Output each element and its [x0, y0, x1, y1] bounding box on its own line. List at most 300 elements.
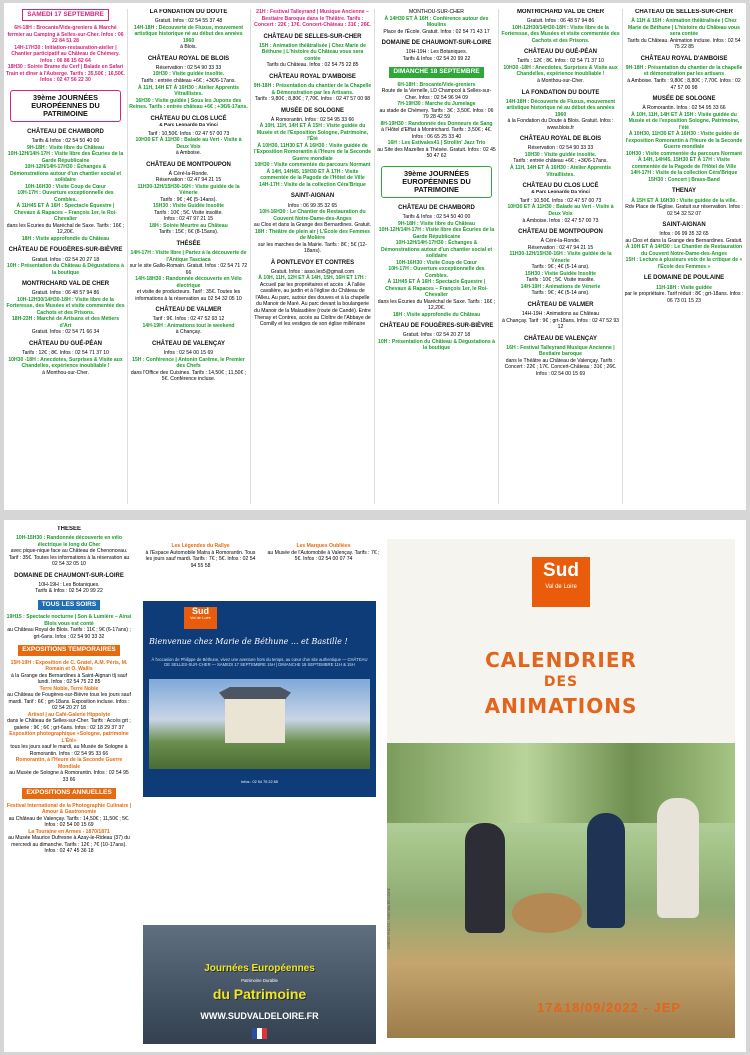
event-item: Exposition photographique «Sologne, patrimoine L'Été»	[9, 731, 129, 744]
event-item: 14H-17H : Visite de la collection Céra'Brique	[630, 170, 738, 177]
venue-name: CHÂTEAU DE CHAMBORD	[27, 129, 104, 135]
venue-title	[501, 229, 620, 236]
venue-title	[129, 56, 248, 63]
venue-block	[501, 302, 620, 331]
venue-name: LA FONDATION DU DOUTE	[149, 9, 228, 15]
event-details: Tarifs : entrée château +6€ ; +3€/6-17ans.	[141, 77, 236, 84]
event-item: 10H30 -18H : Anecdotes, Surprises & Visite aux Chandelles, expérience inoubliable !	[503, 64, 618, 78]
event-item: 15H-19H : Exposition de C. Gratel, A.M. Péris, M. Romain et O. Wallis	[10, 659, 128, 673]
event-details: à Amboise.	[175, 150, 202, 157]
venue-title	[253, 108, 372, 115]
event-item: 11H30-12H/15H30-16H : Visite guidée de la Vénerie	[137, 183, 240, 197]
expo-title: Les Légendes du Rallye	[171, 543, 230, 549]
expositions-annuelles-header: EXPOSITIONS ANNUELLES	[22, 788, 115, 798]
venue-block	[129, 56, 248, 111]
event-details: Réservation : 02 54 90 33 33	[527, 145, 594, 152]
venue-title	[6, 573, 132, 580]
event-details: à Amboise. Infos : 02 47 57 00 73	[522, 217, 599, 224]
event-item: À 14H, 14H45, 15H30 ET À 17H : Visite commentée de la Pagode de l'Hôtel de Ville	[260, 168, 365, 182]
venue-title	[624, 222, 744, 229]
event-details: au Château de Valençay. Tarifs : 14,50€ ; 11,50€ ; 5€. Infos : 02 54 00 15 69	[8, 815, 130, 829]
venue-block	[501, 229, 620, 297]
event-item: 10H30 : Visite commentée du parcours Normant	[626, 150, 742, 157]
flyer-text: À l'occasion de Philippe de Béthune, vivez une aventure hors du temps, au cœur d'un site authentique — CHÂTEAU DE SELLES-SUR-CHER — SAMEDI 17 SEPTEMBRE 15H | DIMANCHE 18 SEPTEMBRE 11H & 15H	[151, 657, 368, 667]
event-details: Gratuit. Infos : 02 54 20 27 18	[402, 332, 471, 339]
event-item: 10H-12H30/14H30-18H : Visite libre de la Forteresse, des Musées et visite commentée des Cachots et des Prisons.	[501, 24, 620, 44]
venue-title	[501, 136, 620, 143]
event-details: Réservation : 02 47 94 21 15	[155, 177, 222, 184]
event-item: 18H30 : Soirée Brame du Cerf | Balade en Safari Train et dîner à l'Auberge. Tarifs : 35,50€ ; 16,50€. Infos : 02 47 56 22 30	[6, 64, 125, 84]
venue-block	[6, 526, 132, 568]
venue-title	[129, 162, 248, 169]
event-item: 11H30-12H/15H30-16H : Visite guidée de la Vénerie	[509, 251, 612, 264]
event-details: tous les jours sauf le mardi, au Musée de Sologne à Romorantin. Infos : 02 54 95 33 66	[10, 744, 128, 757]
venue-name: CHÂTEAU DE SELLES-SUR-CHER	[634, 9, 733, 15]
event-details: MONTHOU-SUR-CHER	[409, 9, 464, 15]
event-details: à l'Hôtel d'Effiat à Montrichard. Tarifs : 3,50€ ; 4€. Infos : 06 65 25 33 40	[381, 127, 492, 140]
event-item: 10H-17H : Ouverture exceptionnelle des Combles.	[388, 266, 485, 279]
column-3	[253, 9, 372, 333]
event-details: sur le site Gallo-Romain. Gratuit. Infos : 02 54 71 72 66	[129, 263, 248, 276]
venue-title	[624, 275, 744, 282]
event-details: 10H-19H : Les Botaniques.	[405, 49, 468, 56]
venue-block	[6, 573, 132, 595]
event-details: au Musée de Sologne à Romorantin. Infos : 02 54 95 33 66	[9, 770, 129, 783]
event-item: À 10H, 11H, 12H ET À 14H, 15H, 16H ET 17H :	[258, 275, 367, 282]
event-details: Tarifs du Château. Infos : 02 54 75 22 85	[266, 62, 359, 69]
venue-name: SAINT-AIGNAN	[290, 193, 335, 200]
event-details: au Château Royal de Blois. Tarifs : 11€ ; 9€ (6-17ans) ; grt-6ans. Infos : 02 54 90 33 32	[7, 627, 131, 640]
venue-block	[6, 247, 125, 276]
republique-flag-icon	[252, 1028, 267, 1039]
column-marques	[266, 543, 381, 563]
event-item: À 11H, 14H ET À 16H30 : Atelier Apprentis Vitraillistes.	[510, 165, 611, 178]
event-details: Infos : 02 47 97 21 15	[163, 216, 214, 223]
event-details: Place de l'École. Gratuit. Infos : 02 54 71 43 17	[383, 28, 490, 35]
expo-details: au Musée de l'Automobile à Valençay. Tarifs : 7€ ; 5€. Infos : 02 54 00 07 74	[267, 549, 380, 563]
expo-details: à l'Espace Automobile Matra à Romorantin. Tous les jours sauf mardi. Tarifs : 7€ ; 5€. Infos : 02 54 94 55 58	[145, 549, 256, 569]
expositions-temporaires-header: EXPOSITIONS TEMPORAIRES	[18, 645, 120, 655]
venue-name: CHÂTEAU DU CLOS LUCÉ	[150, 115, 227, 122]
event-item: 10H-12H/14H-17H30 : Échanges & Démonstrations autour d'un chantier social et solidaire	[9, 164, 122, 184]
program-page-2	[4, 520, 746, 1052]
event-details: Tarifs & Infos : 02 54 20 99 22	[402, 55, 471, 62]
venue-block	[624, 96, 744, 183]
cover-photo	[387, 743, 735, 1038]
event-details: Tarifs du Château. Animation incluse. Infos : 02 54 75 22 85	[627, 37, 741, 51]
event-item: Terre Noble, Terre Noble	[39, 685, 99, 692]
venue-name: CHÂTEAU ROYAL D'AMBOISE	[640, 55, 728, 62]
event-item: 21H : Festival Talleyrand | Musique Ancienne – Bestiaire Baroque dans le Théâtre. Tarifs : Concert : 22€ ; 17€. Concert-Château : 31€ ; 26€.	[254, 9, 371, 29]
venue-name: À PONTLEVOY ET CONTRES	[270, 259, 355, 266]
event-item: 14H-19H : Animations tout le weekend	[142, 322, 235, 329]
event-details: Route de la Vernelle, LD Champcol à Selles-sur-Cher. Infos : 02 54 96 94 09	[381, 88, 492, 101]
venue-name: CHÂTEAU DE CHAMBORD	[398, 204, 475, 211]
event-details: au Site des Mazelles à Thésée. Gratuit. Infos : 02 45 50 47 62	[377, 146, 496, 160]
flyer-bottom: Infos : 02 54 75 22 85	[241, 780, 278, 784]
event-item: 15H30 : Concert | Brass-Band	[648, 176, 720, 183]
event-item: 14H-18H30 : Randonnée découverte en Vélo électrique	[135, 276, 242, 289]
venue-name: CHÂTEAU DE VALMER	[527, 301, 594, 308]
event-item: 15H : Animation théâtralisée | Chez Marie de Béthune | L'histoire du Château vous sera contée	[259, 42, 366, 62]
event-details: avec pique-nique face au Château de Chenonceau. Tarif : 35€. Toutes les informations à la réservation au 02 54 32 05 10	[8, 548, 130, 568]
program-page-1	[4, 3, 746, 510]
venue-name: CHÂTEAU DE FOUGÈRES-SUR-BIÈVRE	[8, 247, 123, 254]
venue-title	[253, 193, 372, 200]
venue-block	[501, 9, 620, 44]
venue-name: CHÂTEAU DU GUÉ-PÉAN	[28, 340, 102, 347]
venue-block	[501, 49, 620, 84]
venue-name: THENAY	[671, 188, 697, 195]
event-details: dans les Écuries du Maréchal de Saxe. Tarifs : 16€ ; 12,20€.	[377, 298, 496, 312]
photo-credit: CRÉDIT PHOTO : SUD VAL DE LOIRE	[387, 887, 391, 949]
column-5	[501, 9, 620, 382]
venue-block	[253, 260, 372, 328]
jep-banner-line3: du Patrimoine	[212, 986, 307, 1002]
event-details: Gratuit. Infos : 02 54 71 66 34	[31, 329, 100, 336]
jep-header-sunday: 39ème JOURNÉES EUROPÉENNES DU PATRIMOINE	[381, 166, 492, 198]
venue-name: CHÂTEAU DE MONTPOUPON	[146, 161, 231, 168]
event-details: Tarifs : 9€ ; 4€ (5-14 ans).	[531, 290, 590, 297]
venue-block	[129, 9, 248, 51]
event-details: Tarif : 10,50€. Infos : 02 47 57 00 73	[519, 197, 602, 204]
venue-name: THÉSÉE	[176, 240, 201, 247]
event-item: Artisol | au Café-Galerie Hippolyte	[27, 711, 111, 718]
event-item: 10H-17H : Ouverture exceptionnelle des Combles.	[17, 190, 114, 203]
event-item: 16H30 : Visite guidée | Sous les Jupons des Reines. Tarifs : entrée château +6€ ; +3€/6-17ans.	[129, 97, 248, 111]
event-item: 18H-23H : Marché de Artisans et des Métiers d'Art	[11, 316, 120, 329]
venue-title	[501, 336, 620, 343]
event-item: À 14H30 ET À 16H : Conférence autour des Moulins	[384, 15, 489, 29]
event-details: À Romorantin. Infos : 02 54 95 33 66	[642, 105, 726, 112]
event-item: 10H30 ET À 11H30 : Balade au Vert - Visite à Deux Voix	[135, 137, 242, 150]
event-item: À 10H30, 11H30 ET À 16H30 : Visite guidée de l'Exposition Romorantin à l'Heure de la Seconde Guerre mondiale	[253, 142, 372, 162]
event-item: Festival International de la Photographie Culinaire | Amour & Gastronomie	[6, 802, 132, 816]
event-item: À 11H45 ET À 16H : Spectacle Équestre | Chevaux & Rapaces – François 1er, le Roi-Chevalier	[385, 279, 488, 299]
venue-title	[501, 183, 620, 196]
jep-banner	[143, 925, 376, 1044]
event-item: 10H-12H/14H-17H : Visite libre des Écuries de la Garde Républicaine	[7, 151, 124, 164]
venue-name: CHÂTEAU ROYAL DE BLOIS	[147, 55, 230, 62]
event-item: 10H30 -18H : Anecdotes, Surprises & Visite aux Chandelles, expérience inoubliable !	[8, 356, 123, 370]
venue-title	[501, 302, 620, 309]
event-details: Tarifs : entrée château +6€ ; +3€/6-17ans.	[513, 158, 608, 165]
event-item: 15H30 : Visite Guidée Insolite	[153, 203, 224, 210]
venue-name: MONTRICHARD VAL DE CHER	[516, 9, 605, 15]
event-item: 10H-12H/14H-17H : Visite libre des Écuries de la Garde Républicaine	[378, 227, 495, 240]
venue-title	[6, 247, 125, 254]
venue-title	[501, 90, 620, 97]
event-item: 8H-19H30 : Randonnée des Donneurs de Sang	[380, 120, 493, 127]
venue-title	[129, 307, 248, 314]
venue-block	[377, 205, 496, 318]
event-item: 10H-15H30 : Randonnée découverte en vélo électrique le long du Cher	[16, 535, 122, 548]
event-item: 6H-18H : Brocante/Vide-greniers & Marché fermier au Camping à Selles-sur-Cher. Infos : 06 22 84 51 28	[7, 25, 124, 45]
column-6	[624, 9, 744, 309]
column-2	[129, 9, 248, 388]
event-item: 10H-12H/14H-17H30 : Échanges & Démonstrations autour d'un chantier social et solidaire	[380, 240, 493, 260]
venue-block	[501, 136, 620, 178]
event-item: 10H-12H30/14H30-18H : Visite libre de la Forteresse, des Musées et visite commentée des Cachots et des Prisons.	[6, 296, 125, 316]
venue-block	[6, 281, 125, 336]
venue-subtitle: & Parc Leonardo Da Vinci	[531, 190, 590, 196]
venue-name: CHÂTEAU ROYAL D'AMBOISE	[269, 73, 356, 80]
event-details: au Musée Maurice Dufresne à Azay-le-Rideau (37) du mercredi au dimanche. Tarifs : 12€ ; 7€ (10-17ans). Infos : 02 47 45 36 18	[8, 835, 130, 855]
event-details: Réservation : 02 47 94 21 15	[527, 244, 594, 251]
event-details: dans l'Office des Cuisines. Tarifs : 14,50€ ; 11,50€ ; 5€. Conférence incluse.	[130, 369, 247, 383]
event-item: 9H-18H : Visite libre du Château	[27, 144, 104, 151]
event-details: À Céré-la-Ronde.	[540, 238, 581, 245]
event-item: 14H-18H : Découverte de Fluxus, mouvement artistique historique né au début des années 1960	[505, 98, 616, 118]
event-details: Gratuit. Infos : asso.les5@gmail.com	[270, 268, 355, 275]
venue-title	[253, 260, 372, 267]
event-item: 6H-18H : Brocante/Vide-greniers	[397, 81, 476, 88]
venue-block	[624, 56, 744, 91]
event-item: 10H30 : Visite commentée du parcours Normant	[254, 162, 371, 169]
column-4	[377, 9, 496, 357]
selles-sur-cher-flyer	[143, 601, 376, 797]
venue-name: CHÂTEAU DE FOUGÈRES-SUR-BIÈVRE	[379, 323, 494, 330]
event-details: Tarifs & Infos : 02 54 50 40 00	[31, 138, 100, 145]
event-item: 14H-19H : Animations de Vénerie	[520, 283, 601, 290]
column-left	[6, 526, 132, 860]
venue-block	[129, 162, 248, 236]
event-details: Gratuit. Infos : 02 54 20 27 18	[31, 256, 100, 263]
event-item: À 15H ET À 16H30 : Visite guidée de la ville.	[631, 197, 737, 204]
venue-block	[624, 222, 744, 270]
venue-title	[253, 34, 372, 41]
event-item: 10H : Présentation du Château & Dégustations à la boutique	[7, 263, 124, 276]
event-item: 10H30 : Visite guidée insolite.	[152, 71, 225, 78]
event-details: au Clos et dans la Grange des Bernardines. Gratuit.	[253, 222, 372, 229]
event-details: Tarif : 10,50€. Infos : 02 47 57 00 73	[147, 130, 230, 137]
venue-title	[6, 129, 125, 136]
event-item: À 11H, 14H ET À 16H30 : Atelier Apprentis Vitraillistes.	[138, 84, 239, 98]
venue-block	[624, 9, 744, 51]
event-details: Tarifs : 15€ ; 6€ (8-15ans).	[158, 229, 219, 236]
event-item: 15H : Conférence | Antonin Carême, le Premier des Chefs	[132, 356, 245, 370]
venue-title	[6, 526, 132, 533]
event-details: Tarifs : 12€ ; 8€. Infos : 02 54 71 37 10	[22, 350, 109, 357]
venue-title	[6, 281, 125, 288]
event-item: 10H-16H30 : Le Chantier de Restauration du Couvent Notre-Dame-des-Anges	[259, 209, 366, 222]
venue-title	[624, 188, 744, 195]
venue-title	[501, 9, 620, 16]
event-item: À 10H, 11H, 14H ET À 15H : Visite guidée du Musée et de l'exposition Sologne, Patrimoine, l'été	[628, 111, 740, 131]
event-details: Accueil par les propriétaires et accès : À l'allée cavalière, au jardin et à l'église du Château de l'Alleu. Au parc, autour des douves et à la chapelle du Manoir de Maré. Au parc devant la boulangerie du Manoir de la Malaudière (route de Candé). Entre Thenay et Contres, accès au Cloître de l'Abbaye de Cornilly et les vestiges de son église millénaire	[254, 281, 371, 328]
venue-block	[253, 74, 372, 103]
jep-header: 39ème JOURNÉES EUROPÉENNES DU PATRIMOINE	[10, 90, 121, 122]
venue-block	[6, 129, 125, 242]
flyer-title: Bienvenue chez Marie de Béthune ... et Bastille !	[149, 637, 348, 646]
event-details: Tarifs : 10€ ; 5€. Visite insolite.	[526, 277, 595, 284]
event-item: 14H-17H30 : Initiation-restauration-atelier | Chantier participatif au Château de Chémery. Infos : 06 88 15 62 64	[11, 44, 120, 64]
venue-name: CHÂTEAU ROYAL DE BLOIS	[519, 136, 602, 143]
event-details: 14H-19H : Animations au Château	[521, 311, 600, 318]
event-details: À Romorantin. Infos : 02 54 95 33 66	[270, 116, 355, 123]
event-item: À 10H ET À 14H30 : Le Chantier de Restauration du Couvent Notre-Dame-des-Anges	[625, 244, 743, 257]
venue-title	[377, 40, 496, 47]
venue-title	[377, 205, 496, 212]
event-details: Rdv Place de l'Église. Gratuit sur réservation. Infos : 02 54 32 52 07	[625, 204, 743, 217]
column-1	[6, 9, 125, 381]
event-details: À Céré-la-Ronde.	[168, 170, 209, 177]
event-details: Tarifs : 9,80€ ; 8,80€ ; 7,70€. Infos : 02 47 57 00 98	[254, 96, 371, 103]
venue-block	[377, 40, 496, 62]
jep-banner-line1: Journées Européennes	[204, 963, 315, 974]
venue-name: SAINT-AIGNAN	[662, 222, 706, 229]
event-item: 18H : Soirée Meurtre au Château	[149, 222, 228, 229]
event-item: 10H30 ET À 11H30 : Balade au Vert - Visite à Deux Voix	[507, 204, 614, 217]
venue-name: THÉSÉE	[56, 526, 81, 532]
venue-block	[624, 188, 744, 217]
event-details: Tarif : 9€. Infos : 02 47 52 93 12	[152, 316, 225, 323]
venue-title	[253, 74, 372, 81]
event-item: 18H : Théâtre de plein air | L'École des Femmes de Molière	[254, 228, 371, 242]
event-details: à Blois.	[180, 44, 197, 51]
tous-les-soirs-header: TOUS LES SOIRS	[38, 600, 100, 610]
event-details: Infos : 02 54 00 15 69	[163, 350, 214, 357]
event-item: 16H : Festival Talleyrand Musique Ancienne | Bestiaire baroque	[506, 344, 615, 358]
venue-title	[501, 49, 620, 56]
event-details: 10H-19H : Les Botaniques.	[38, 581, 100, 588]
venue-name: CHÂTEAU DE VALENÇAY	[151, 340, 225, 347]
event-details: Tarifs & Infos : 02 54 20 99 22	[35, 588, 103, 595]
venue-name: CHÂTEAU DE VALMER	[155, 307, 222, 314]
venue-name: LA FONDATION DU DOUTE	[521, 89, 600, 96]
event-item: 14H-18H : Découverte de Fluxus, mouvement artistique historique né au début des années 1960	[133, 24, 244, 44]
website-url: WWW.SUDVALDELOIRE.FR	[200, 1011, 319, 1021]
venue-name: CHÂTEAU DE MONTPOUPON	[518, 229, 603, 236]
event-details: à Amboise. Tarifs : 9,80€ ; 8,80€ ; 7,70€. Infos : 02 47 57 00 98	[627, 77, 741, 91]
sud-logo: Sud Val de Loire	[184, 607, 217, 629]
venue-name: LE DOMAINE DE POULAINE	[643, 275, 725, 282]
event-item: La Touraine en Armes - 1870/1871	[28, 828, 110, 835]
event-item: 15H30 : Visite Guidée Insolite	[525, 270, 596, 277]
event-item: 10H-16H30 : Visite Coup de Cœur	[396, 259, 477, 266]
event-details: à la Grange des Bernardines à Saint-Aignan tlj sauf lundi. Infos : 02 54 75 22 85	[10, 672, 128, 686]
jep-banner-line2: Patrimoine Durable	[241, 978, 278, 983]
event-item: À 10H, 11H, 14H ET À 15H : Visite guidée du Musée et de l'Exposition Sologne, Patrimoine, l'Été	[256, 123, 369, 143]
event-item: 18H : Visite approfondie du Château	[392, 311, 481, 318]
event-details: Gratuit. Infos : 06 48 57 94 86	[526, 18, 595, 25]
day-header-sunday: DIMANCHE 18 SEPTEMBRE	[389, 67, 483, 77]
event-details: et visite de producteurs. Tarif : 35€. Toutes les informations à la réservation au 02 54 32 05 10	[135, 289, 242, 302]
cover-page	[387, 539, 735, 1038]
event-details: Réservation : 02 54 90 33 33	[155, 64, 222, 71]
cover-title-animations: ANIMATIONS	[484, 694, 638, 718]
day-header-saturday: SAMEDI 17 SEPTEMBRE	[22, 9, 109, 21]
venue-block	[377, 323, 496, 352]
event-item: 11H-18H : Visite guidée	[656, 284, 712, 291]
event-details: dans le Château de Selles-sur-Cher. Tarifs : Accès grt ; galerie : 9€ ; 6€ ; grt-6ans. Infos : 02 18 29 37 37	[7, 718, 131, 731]
event-item: À 14H, 14H45, 15H30 ET À 17H : Visite commentée de la Pagode de l'Hôtel de Ville	[631, 157, 737, 170]
venue-name: CHÂTEAU DE SELLES-SUR-CHER	[263, 33, 362, 40]
event-details: Gratuit. Infos : 06 48 57 94 86	[31, 290, 100, 297]
event-item: À 11H & 15H : Animation théâtralisée | Chez Marie de Béthune | L'histoire du Château vous sera contée	[628, 18, 740, 38]
venue-name: MONTRICHARD VAL DE CHER	[21, 281, 110, 288]
event-details: à Monthou-sur-Cher.	[537, 77, 584, 84]
venue-name: CHÂTEAU DU CLOS LUCÉ	[522, 183, 599, 190]
event-item: 16H : Les Estivales41 | Strollin' Jazz Trio	[387, 140, 486, 147]
expo-title: Les Marques Oubliées	[296, 543, 351, 549]
venue-title	[624, 96, 744, 103]
event-item: 9H-18H : Présentation du chantier de la chapelle et démonstration par les artisans	[625, 64, 743, 78]
event-details: au Château de Fougères-sur-Bièvre tous les jours sauf mardi. Tarif : 6€ ; grt-18ans. Exposition incluse. Infos : 02 54 20 27 18	[7, 692, 131, 712]
venue-subtitle: & Parc Leonardo Da Vinci	[159, 122, 218, 128]
venue-title	[129, 116, 248, 129]
event-details: Infos : 06 99 35 32 65	[287, 202, 338, 209]
event-item: 14H-17H : Visite de la collection Céra'Brique	[259, 181, 366, 188]
event-item: 10H-16H30 : Visite Coup de Cœur	[25, 183, 106, 190]
cover-title-calendrier: CALENDRIER	[485, 648, 637, 672]
event-item: 19H15 : Spectacle nocturne | Son & Lumière – Ainsi Blois vous est conté	[6, 614, 132, 627]
event-item: Romorantin, à l'Heure de la Seconde Guerre Mondiale	[15, 757, 123, 770]
event-item: 14H-17H : Visite libre | Partez à la découverte de l'Antique Tasciaca	[130, 250, 247, 263]
venue-name: DOMAINE DE CHAUMONT-SUR-LOIRE	[381, 40, 492, 47]
event-details: Tarifs : 9€ ; 4€ (5-14 ans).	[531, 264, 590, 271]
event-details: Infos : 06 99 35 32 65	[659, 231, 709, 238]
event-details: Tarifs & Infos : 02 54 50 40 00	[402, 214, 471, 221]
event-item: À 10H30, 11H30 ET À 16H30 : Visite guidée de l'exposition Romorantin à l'Heure de la Seconde Guerre mondiale	[625, 131, 743, 151]
cover-title-des: DES	[543, 674, 579, 690]
venue-block	[253, 193, 372, 254]
event-details: Tarifs : 10€ ; 5€. Visite insolite.	[154, 209, 223, 216]
sud-val-de-loire-logo: Sud Val de Loire	[532, 557, 590, 607]
event-details: Tarifs : 9€ ; 4€ (5-14ans).	[160, 196, 217, 203]
venue-block	[129, 341, 248, 383]
event-details: dans le Théâtre au Château de Valençay. Tarifs : Concert : 22€ ; 17€. Concert-Château : 31€ ; 26€. Infos : 02 54 00 15 69	[504, 357, 617, 377]
event-item: 15H : Lecture à plusieurs voix de la critique de « l'École des Femmes »	[625, 257, 743, 270]
event-details: au Clos et dans la Grange des Bernardines. Gratuit.	[625, 237, 743, 244]
event-details: à Chançay. Tarif : 9€ ; grt-18ans. Infos : 02 47 52 93 12	[501, 317, 620, 331]
venue-block	[501, 336, 620, 378]
venue-block	[129, 116, 248, 157]
venue-title	[6, 341, 125, 348]
event-details: au stade de Chémery. Tarifs : 3€ ; 3,50€. Infos : 06 79 28 42 59	[379, 107, 494, 121]
venue-title	[624, 9, 744, 16]
venue-name: DOMAINE DE CHAUMONT-SUR-LOIRE	[14, 572, 124, 579]
event-details: sur les marches de la Mairie. Tarifs : 8€ ; 5€ (12-18ans).	[258, 241, 367, 255]
column-rallye	[143, 543, 258, 569]
event-details: Gratuit. Infos : 02 54 55 37 48	[154, 18, 223, 25]
venue-block	[501, 183, 620, 224]
event-item: 18H : Visite approfondie du Château	[21, 235, 110, 242]
venue-name: CHÂTEAU DU GUÉ-PÉAN	[523, 49, 597, 56]
event-details: Tarifs : 12€ ; 8€. Infos : 02 54 71 37 10	[517, 58, 604, 65]
event-details: à Monthou-sur-Cher.	[42, 369, 89, 376]
venue-block	[253, 108, 372, 189]
venue-title	[129, 241, 248, 248]
venue-block	[6, 341, 125, 376]
event-details: à la Fondation du Doute à Blois. Gratuit. Infos : www.blois.fr	[507, 118, 614, 131]
venue-name: MUSÉE DE SOLOGNE	[280, 107, 344, 114]
venue-block	[624, 275, 744, 304]
event-details: à Chançay.	[175, 329, 202, 336]
event-item: 9H-18H : Visite libre du Château	[398, 220, 475, 227]
event-details: par le propriétaire. Tarif réduit : 8€ ; grt-18ans. Infos : 06 73 01 15 23	[624, 291, 744, 304]
event-item: 10H : Présentation du Château & Dégustations à la boutique	[378, 338, 495, 352]
venue-title	[377, 323, 496, 330]
venue-block	[253, 34, 372, 69]
venue-title	[624, 56, 744, 63]
venue-block	[129, 307, 248, 336]
venue-title	[129, 341, 248, 348]
event-item: 7H-19H30 : Marche du Jumelage	[397, 101, 476, 108]
castle-photo	[149, 679, 370, 769]
event-details: dans les Écuries du Maréchal de Saxe. Tarifs : 16€ ; 12,20€.	[6, 222, 125, 236]
venue-block	[501, 90, 620, 132]
